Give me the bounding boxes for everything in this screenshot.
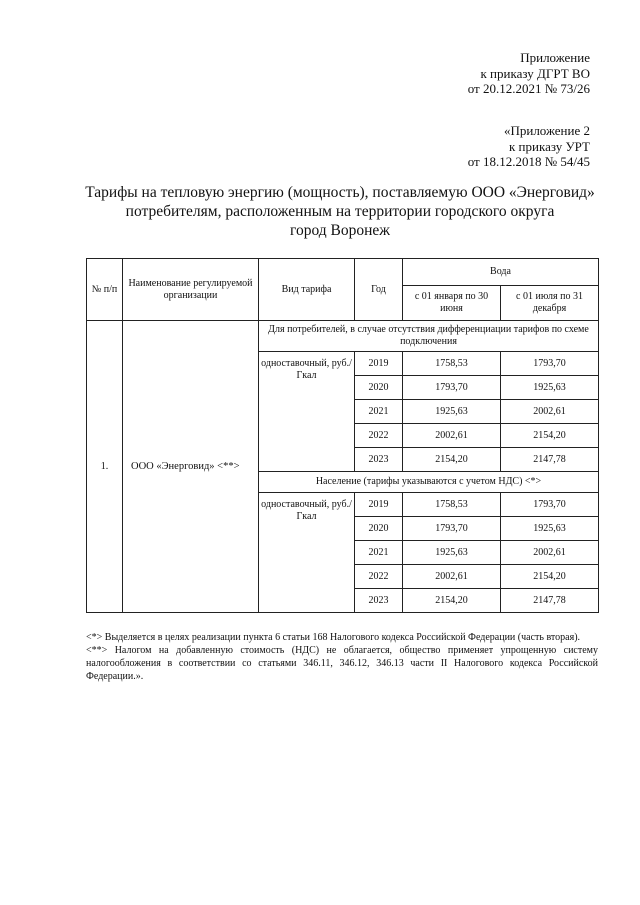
section-row (87, 321, 599, 352)
approval-line: от 20.12.2021 № 73/26 (467, 81, 590, 96)
row-number: 1. (87, 321, 123, 613)
header-first-half: с 01 января по 30 июня (403, 286, 501, 321)
tariff-second-half: 1925,63 (501, 376, 599, 400)
year-cell: 2020 (355, 517, 403, 541)
appendix-line: от 18.12.2018 № 54/45 (467, 154, 590, 169)
tariff-first-half: 1793,70 (403, 517, 501, 541)
year-cell: 2019 (355, 352, 403, 376)
table-header-row (87, 259, 599, 286)
appendix-line: «Приложение 2 (503, 123, 590, 138)
tariff-first-half: 1925,63 (403, 400, 501, 424)
section-title: Население (тарифы указываются с учетом НДС) <*> (259, 472, 599, 493)
tariff-kind: одноставочный, руб./Гкал (259, 352, 355, 472)
year-cell: 2022 (355, 424, 403, 448)
tariff-first-half: 2002,61 (403, 424, 501, 448)
year-cell: 2021 (355, 541, 403, 565)
tariff-first-half: 1925,63 (403, 541, 501, 565)
approval-line: Приложение (520, 50, 590, 65)
title-line: город Воронеж (289, 222, 390, 239)
year-cell: 2022 (355, 565, 403, 589)
tariff-second-half: 2154,20 (501, 565, 599, 589)
header-water: Вода (403, 259, 599, 286)
year-cell: 2019 (355, 493, 403, 517)
header-number: № п/п (87, 259, 123, 321)
appendix-line: к приказу УРТ (508, 138, 590, 154)
header-tariff-kind: Вид тарифа (259, 259, 355, 321)
year-cell: 2023 (355, 448, 403, 472)
tariff-kind: одноставочный, руб./Гкал (259, 493, 355, 613)
tariff-second-half: 2002,61 (501, 400, 599, 424)
tariff-first-half: 1793,70 (403, 376, 501, 400)
tariff-first-half: 1758,53 (403, 352, 501, 376)
original-appendix-header (468, 123, 590, 170)
title-line: Тарифы на тепловую энергию (мощность), поставляемую ООО «Энерговид» (85, 184, 595, 201)
year-cell: 2023 (355, 589, 403, 613)
footnote-vat-allocation: <*> Выделяется в целях реализации пункта 6 статьи 168 Налогового кодекса Российской Федерации (часть вторая). (86, 632, 581, 643)
tariff-second-half: 1793,70 (501, 352, 599, 376)
title-line: потребителям, расположенным на территории городского округа (125, 203, 555, 220)
year-cell: 2020 (355, 376, 403, 400)
tariff-second-half: 2147,78 (501, 589, 599, 613)
organization-name: ООО «Энерговид» <**> (123, 321, 259, 613)
tariff-first-half: 2154,20 (403, 589, 501, 613)
tariff-second-half: 2002,61 (501, 541, 599, 565)
section-title: Для потребителей, в случае отсутствия дифференциации тарифов по схеме подключения (259, 321, 599, 352)
footnotes (86, 631, 598, 683)
tariff-second-half: 1793,70 (501, 493, 599, 517)
header-year: Год (355, 259, 403, 321)
tariff-first-half: 2002,61 (403, 565, 501, 589)
header-second-half: с 01 июля по 31 декабря (501, 286, 599, 321)
approval-line: к приказу ДГРТ ВО (480, 65, 590, 81)
document-title (70, 183, 610, 240)
year-cell: 2021 (355, 400, 403, 424)
footnote-vat-exempt: <**> Налогом на добавленную стоимость (НДС) не облагается, общество применяет упрощенную систему налогообложения в соответствии со статьями 346.11, 346.12, 346.13 части II Налогового кодекса Российской Федерации.». (86, 645, 598, 682)
approval-header (468, 50, 590, 97)
header-organization: Наименование регулируемой организации (123, 259, 259, 321)
tariff-first-half: 1758,53 (403, 493, 501, 517)
tariff-first-half: 2154,20 (403, 448, 501, 472)
tariff-table (86, 258, 599, 613)
tariff-second-half: 2154,20 (501, 424, 599, 448)
tariff-second-half: 1925,63 (501, 517, 599, 541)
tariff-second-half: 2147,78 (501, 448, 599, 472)
